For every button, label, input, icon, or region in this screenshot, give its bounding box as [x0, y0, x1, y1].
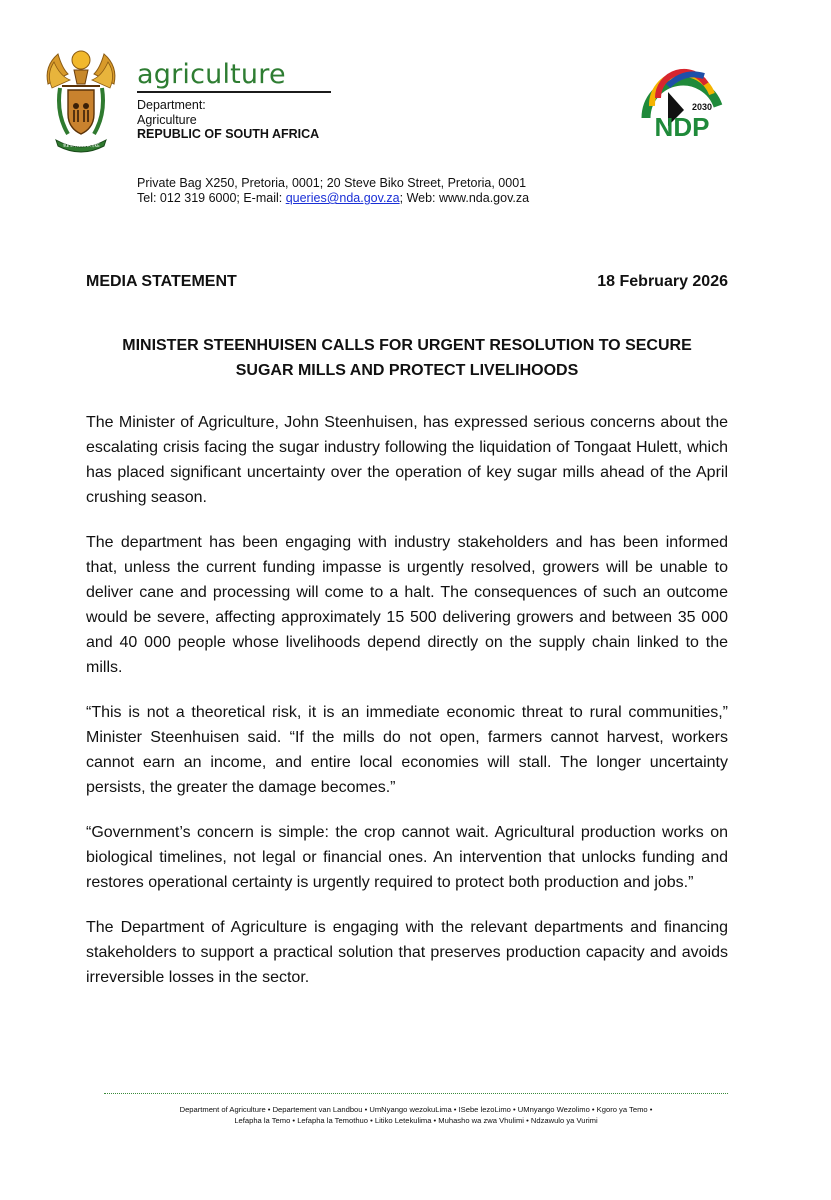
- postal-address: Private Bag X250, Pretoria, 0001; 20 Steve Biko Street, Pretoria, 0001: [137, 176, 527, 190]
- department-branding: [137, 60, 332, 142]
- department-name: Agriculture: [137, 112, 197, 127]
- ndp-text: NDP: [654, 112, 710, 138]
- headline: [86, 333, 728, 383]
- paragraph: “Government’s concern is simple: the crop cannot wait. Agricultural production works on biological timelines, not legal or financial ones. An intervention that unlocks funding and restores operational certainty is urgently required to protect both production and jobs.”: [86, 824, 728, 891]
- contact-line: [137, 191, 529, 206]
- svg-text:!KE E: /XARRA //KE: !KE E: /XARRA //KE: [62, 143, 100, 148]
- footer-divider: [104, 1093, 728, 1094]
- ndp-year: 2030: [691, 102, 713, 112]
- paragraph: The department has been engaging with industry stakeholders and has been informed that, unless the current funding impasse is urgently resolved, growers will be unable to deliver cane and processing will come to a halt. The consequences of such an outcome would be severe, affecting approximately 15 500 delivering growers and between 35 000 and 40 000 people whose livelihoods depend directly on the supply chain linked to the mills.: [86, 534, 728, 676]
- telephone-text: Tel: 012 319 6000; E-mail:: [137, 191, 286, 205]
- paragraph: The Minister of Agriculture, John Steenhuisen, has expressed serious concerns about the escalating crisis facing the sugar industry following the liquidation of Tongaat Hulett, which has placed significant uncertainty over the operation of key sugar mills ahead of the April crushing season.: [86, 414, 728, 506]
- coat-of-arms-icon: [38, 44, 124, 156]
- agriculture-wordmark: agriculture: [137, 59, 286, 90]
- paragraph: “This is not a theoretical risk, it is an immediate economic threat to rural communities,” Minister Steenhuisen said. “If the mills do not open, farmers cannot harvest, workers cannot earn an income, and entire local economies will stall. The longer uncertainty persists, the greater the damage becomes.”: [86, 704, 728, 796]
- statement-date: 18 February 2026: [597, 273, 728, 290]
- media-statement-label: MEDIA STATEMENT: [86, 273, 237, 290]
- headline-line-2: SUGAR MILLS AND PROTECT LIVELIHOODS: [235, 362, 579, 379]
- website-text: ; Web: www.nda.gov.za: [399, 191, 530, 205]
- ndp-logo-icon: [638, 66, 728, 138]
- contact-details: [137, 176, 529, 206]
- paragraph: The Department of Agriculture is engaging with the relevant departments and financing stakeholders to support a practical solution that preserves production capacity and avoids irreversible losses in the sector.: [86, 919, 728, 986]
- footer-line-2: Lefapha la Temo • Lefapha la Temothuo • Litiko Letekulima • Muhasho wa zwa Vhulimi • Ndzawulo ya Vurimi: [234, 1116, 598, 1125]
- email-link[interactable]: queries@nda.gov.za: [285, 191, 400, 205]
- footer-line-1: Department of Agriculture • Departement van Landbou • UmNyango wezokuLima • ISebe lezoLimo • UMnyango Wezolimo • Kgoro ya Temo •: [179, 1105, 653, 1114]
- footer-languages: [104, 1104, 728, 1126]
- brand-divider: [137, 91, 331, 93]
- headline-line-1: MINISTER STEENHUISEN CALLS FOR URGENT RESOLUTION TO SECURE: [122, 337, 692, 354]
- country-name: REPUBLIC OF SOUTH AFRICA: [137, 127, 320, 141]
- statement-header-row: [86, 273, 728, 291]
- department-label: Department:: [137, 98, 206, 112]
- statement-body: [86, 410, 728, 1010]
